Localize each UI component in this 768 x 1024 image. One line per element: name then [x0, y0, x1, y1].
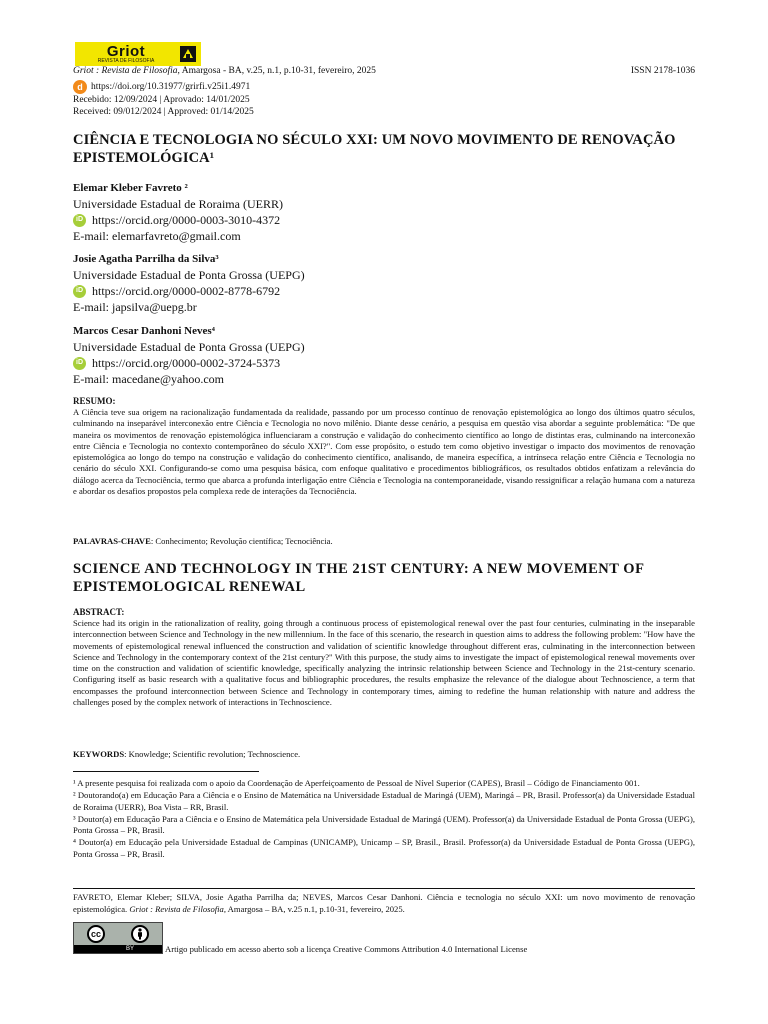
orcid-line: [73, 212, 695, 228]
orcid-link[interactable]: https://orcid.org/0000-0002-8778-6792: [92, 284, 281, 298]
orcid-icon: iD: [73, 285, 86, 298]
journal-volume: , Amargosa - BA, v.25, n.1, p.10-31, fevereiro, 2025: [177, 66, 376, 76]
footnote-4: ⁴ Doutor(a) em Educação pela Universidade Estadual de Campinas (UNICAMP), Unicamp – SP, Brasil., Brasil. Professor(a) da Universidade Estadual de Ponta Grossa (UEPG), Ponta Grossa – PR, Brasil.: [73, 837, 695, 859]
author-block-2: [73, 251, 695, 315]
orcid-icon: iD: [73, 357, 86, 370]
article-title-pt: CIÊNCIA E TECNOLOGIA NO SÉCULO XXI: UM NOVO MOVIMENTO DE RENOVAÇÃO EPISTEMOLÓGICA¹: [73, 132, 676, 166]
palavras-chave: [73, 536, 695, 546]
footnotes: [73, 778, 695, 861]
attribution-icon: [131, 925, 149, 943]
citation-authors: FAVRETO, Elemar Kleber; SILVA, Josie Agatha Parrilha da; NEVES, Marcos Cesar Danhoni. Ciência e tecnologia no século XXI: um novo movimento de renovação epistemológica.: [73, 892, 695, 914]
footnote-divider: [73, 771, 259, 772]
orcid-link[interactable]: https://orcid.org/0000-0002-3724-5373: [92, 356, 281, 370]
journal-logo: [75, 42, 201, 66]
abstract-text: Science had its origin in the rationalization of reality, going through a continuous process of epistemological renewal over the past four centuries, culminating in the inseparable interconnection between Science and Technology in the new millennium. In the face of this scenario, the research in question aims to address the following problem: "How have the movements of epistemological renewal influenced the construction and validation of scientific knowledge throughout different eras, culminating in the interconnection between Science and Technology in the contemporary context of the 21st century?" With this purpose, the study aims to investigate the impact of epistemological renewal movements over time on the construction and validation of scientific knowledge, specifically analyzing the intrinsic relationship between Science and Technology in the 21st-century scenario. Configuring itself as basic research with a qualitative focus and bibliographic procedures, the results emphasize the relevance of the dialogue about Technoscience, a term that encompasses the profound interconnection between Science and Technology in contemporary times, aiming to redefine the human relationship with nature and address the challenges posed by the complex network of interactions in Technoscience.: [73, 618, 695, 708]
orcid-icon: iD: [73, 214, 86, 227]
license-text: Artigo publicado em acesso aberto sob a licença Creative Commons Attribution 4.0 International License: [165, 944, 528, 954]
doi-icon: d: [73, 80, 87, 94]
author-email[interactable]: E-mail: macedane@yahoo.com: [73, 372, 224, 386]
doi-link[interactable]: https://doi.org/10.31977/grirfi.v25i1.4971: [91, 82, 251, 92]
author-block-3: [73, 323, 695, 387]
author-name: Elemar Kleber Favreto ²: [73, 182, 188, 194]
author-block-1: [73, 180, 695, 244]
cc-badge-label: BY: [74, 945, 162, 953]
author-name: Josie Agatha Parrilha da Silva³: [73, 253, 219, 265]
logo-name: Griot: [106, 43, 146, 60]
keywords-text: : Knowledge; Scientific revolution; Technoscience.: [124, 749, 301, 759]
orcid-line: [73, 355, 695, 371]
abstract-label: ABSTRACT:: [73, 607, 125, 617]
journal-meta: [73, 66, 695, 76]
footnote-2: ² Doutorando(a) em Educação Para a Ciência e o Ensino de Matemática na Universidade Estadual de Maringá (UEM), Maringá – PR, Brasil. Professor(a) da Universidade Estadual de Roraima (UERR), Boa Vista – RR, Brasil.: [73, 790, 695, 812]
author-affiliation: Universidade Estadual de Ponta Grossa (UEPG): [73, 268, 305, 282]
dates-en: Received: 09/012/2024 | Approved: 01/14/2025: [73, 107, 254, 117]
article-title-en: SCIENCE AND TECHNOLOGY IN THE 21ST CENTURY: A NEW MOVEMENT OF EPISTEMOLOGICAL RENEWAL: [73, 561, 644, 595]
citation-journal: Griot : Revista de Filosofia: [129, 903, 224, 914]
logo-text: [75, 44, 177, 64]
footnote-1: ¹ A presente pesquisa foi realizada com o apoio da Coordenação de Aperfeiçoamento de Pessoal de Nível Superior (CAPES), Brasil – Código de Financiamento 001.: [73, 778, 640, 788]
author-name: Marcos Cesar Danhoni Neves⁴: [73, 325, 215, 337]
doi-line: [73, 80, 250, 94]
journal-title: Griot : Revista de Filosofia: [73, 66, 178, 76]
author-affiliation: Universidade Estadual de Ponta Grossa (UEPG): [73, 340, 305, 354]
footnote-3: ³ Doutor(a) em Educação Para a Ciência e o Ensino de Matemática pela Universidade Estadual de Maringá (UEM). Professor(a) da Universidade Estadual de Ponta Grossa (UEPG), Ponta Grossa – PR, Brasil.: [73, 813, 695, 836]
issn: ISSN 2178-1036: [630, 66, 695, 76]
author-affiliation: Universidade Estadual de Roraima (UERR): [73, 197, 283, 211]
creative-commons-icon: cc: [87, 925, 105, 943]
dates-pt: Recebido: 12/09/2024 | Aprovado: 14/01/2025: [73, 95, 250, 105]
keywords: [73, 749, 695, 759]
palavras-chave-label: PALAVRAS-CHAVE: [73, 536, 151, 546]
author-email[interactable]: E-mail: elemarfavreto@gmail.com: [73, 229, 241, 243]
cc-by-badge[interactable]: [73, 922, 163, 954]
logo-subtitle: REVISTA DE FILOSOFIA: [97, 58, 155, 64]
resumo-text: A Ciência teve sua origem na racionalização fundamentada da realidade, passando por um processo contínuo de renovação epistemológica ao longo dos últimos quatro séculos, culminando na inseparável interconexão entre Ciência e Tecnologia no novo milênio. Diante desse cenário, a pesquisa em questão visa abordar a seguinte problemática: "De que maneira os movimentos de renovação epistemológica influenciaram a construção e validação do conhecimento científico ao longo de distintas eras, culminando na interconexão entre Ciência e Tecnologia no contexto contemporâneo do século XXI?". Com esse propósito, o estudo tem como objetivo investigar o impacto dos movimentos de renovação epistemológica ao longo do tempo na construção e validação do conhecimento científico, analisando, de maneira específica, a intrínseca relação entre Ciência e Tecnologia no cenário do século XXI. Configurando-se como uma pesquisa básica, com enfoque qualitativo e procedimentos bibliográficos, os resultados obtidos enfatizam a relevância do diálogo acerca da Tecnociência, termo que abarca a profunda interligação entre Ciência e Tecnologia na contemporaneidade, visando ressignificar a relação humana com a natureza e abordar os desafios propostos pela complexa rede de interações da Tecnociência.: [73, 407, 695, 497]
logo-emblem-icon: [177, 43, 199, 65]
cc-badge-top: [74, 923, 162, 945]
author-email[interactable]: E-mail: japsilva@uepg.br: [73, 300, 197, 314]
orcid-link[interactable]: https://orcid.org/0000-0003-3010-4372: [92, 213, 281, 227]
resumo-label: RESUMO:: [73, 396, 116, 406]
journal-reference: [73, 66, 376, 76]
license-block: [73, 922, 527, 954]
palavras-chave-text: : Conhecimento; Revolução científica; Tecnociência.: [150, 536, 333, 546]
citation-volume: , Amargosa – BA, v.25 n.1, p.10-31, fevereiro, 2025.: [223, 903, 405, 914]
orcid-line: [73, 283, 695, 299]
keywords-label: KEYWORDS: [73, 749, 125, 759]
citation-divider: [73, 888, 695, 889]
citation: [73, 892, 695, 915]
